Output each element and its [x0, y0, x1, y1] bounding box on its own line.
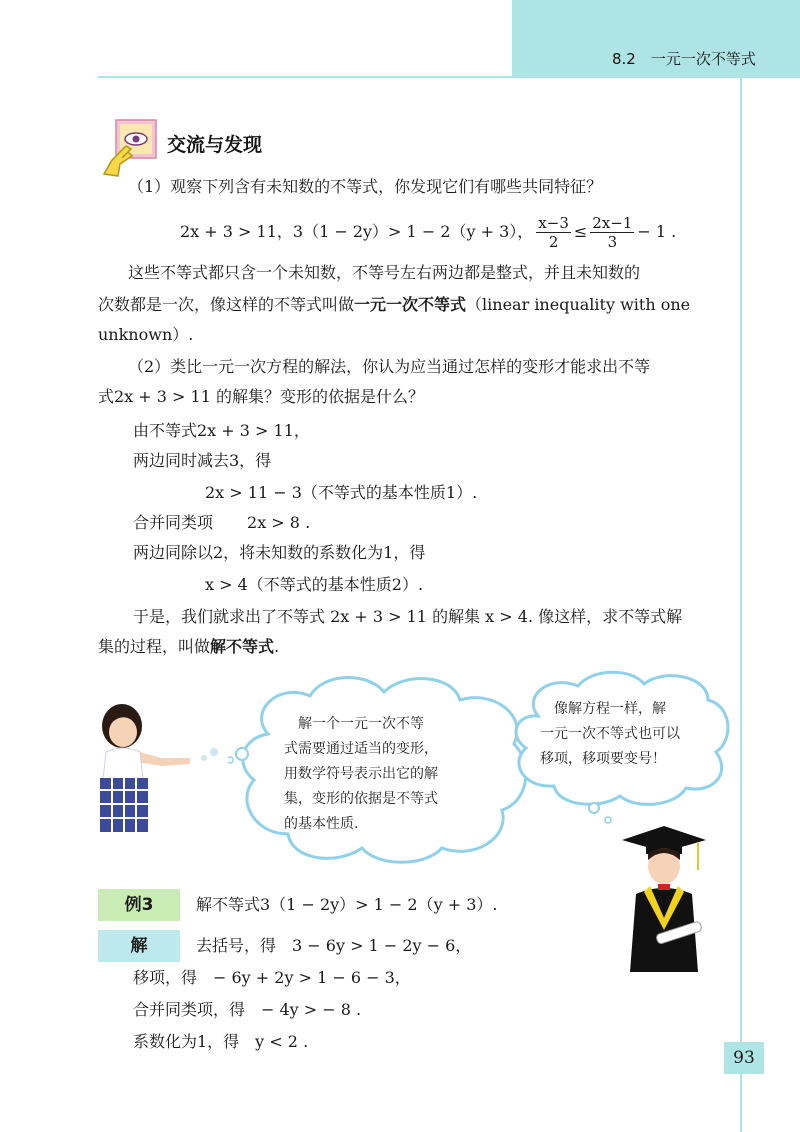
right-bubble-text — [540, 697, 680, 772]
section-title: 交流与发现 — [167, 134, 263, 156]
fraction-2 — [590, 214, 634, 251]
step-3: 2x > 11 − 3（不等式的基本性质1）. — [205, 483, 478, 502]
left-bubble-text — [284, 712, 438, 837]
conclusion-line-1: 于是，我们就求出了不等式 2x + 3 > 11 的解集 x > 4. 像这样，求不等式解 — [133, 607, 683, 626]
definition-line-2 — [98, 294, 690, 316]
question-2-line-2: 式2x + 3 > 11 的解集？变形的依据是什么？ — [98, 387, 424, 406]
conclusion-line-2 — [98, 636, 279, 658]
right-bubble-line: 移项，移项要变号！ — [540, 751, 666, 767]
left-bubble-line: 解一个一元一次不等 — [284, 716, 424, 732]
conclusion-text: 集的过程，叫做 — [98, 637, 211, 656]
formula-part-a: 2x + 3 > 11，3（1 − 2y）> 1 − 2（y + 3）， — [180, 222, 534, 241]
left-bubble-line: 式需要通过适当的变形， — [284, 741, 438, 757]
step-4 — [133, 512, 310, 534]
right-bubble-line: 一元一次不等式也可以 — [540, 726, 680, 742]
solution-step-3: 合并同类项，得 − 4y > − 8 . — [133, 1000, 362, 1019]
header-rule — [98, 76, 800, 78]
definition-line-1: 这些不等式都只含一个未知数，不等号左右两边都是整式，并且未知数的 — [128, 263, 641, 282]
step-5: 两边同除以2，将未知数的系数化为1，得 — [133, 543, 426, 562]
fraction-1 — [536, 214, 571, 251]
left-bubble-line: 用数学符号表示出它的解 — [284, 766, 438, 782]
definition-line-3: unknown）. — [98, 325, 194, 344]
solution-step-4: 系数化为1，得 y < 2 . — [133, 1032, 309, 1051]
right-bubble-line: 像解方程一样，解 — [540, 701, 666, 717]
conclusion-period: . — [274, 637, 280, 656]
definition-text: 次数都是一次，像这样的不等式叫做 — [98, 295, 355, 314]
step-4-label: 合并同类项 — [133, 513, 214, 532]
question-1: （1）观察下列含有未知数的不等式，你发现它们有哪些共同特征？ — [128, 177, 603, 196]
fraction-2-numerator: 2x−1 — [592, 214, 633, 232]
definition-english: （linear inequality with one — [466, 295, 691, 314]
conclusion-term: 解不等式 — [210, 637, 275, 656]
formula-tail: − 1 . — [637, 222, 677, 241]
solution-label: 解 — [98, 930, 180, 962]
step-4-result: 2x > 8 . — [247, 513, 311, 532]
left-bubble-line: 的基本性质. — [284, 816, 359, 832]
step-2: 两边同时减去3，得 — [133, 451, 272, 470]
discussion-icon — [98, 116, 164, 182]
graduate-child-illustration — [614, 822, 718, 972]
step-6: x > 4（不等式的基本性质2）. — [205, 575, 424, 594]
example-label: 例3 — [98, 889, 180, 921]
fraction-1-denominator: 2 — [548, 233, 559, 251]
step-1: 由不等式2x + 3 > 11， — [133, 421, 310, 440]
example-inequalities — [180, 214, 676, 251]
girl-illustration — [92, 700, 222, 835]
solution-step-1: 去括号，得 3 − 6y > 1 − 2y − 6， — [196, 936, 472, 955]
question-2-line-1: （2）类比一元一次方程的解法，你认为应当通过怎样的变形才能求出不等 — [128, 357, 651, 376]
left-bubble-line: 集，变形的依据是不等式 — [284, 791, 438, 807]
margin-rule — [740, 76, 742, 1132]
fraction-1-numerator: x−3 — [538, 214, 569, 232]
example-problem: 解不等式3（1 − 2y）> 1 − 2（y + 3）. — [196, 895, 498, 914]
page-number: 93 — [724, 1042, 764, 1074]
solution-step-2: 移项，得 − 6y + 2y > 1 − 6 − 3， — [133, 968, 411, 987]
fraction-2-denominator: 3 — [607, 233, 618, 251]
defined-term: 一元一次不等式 — [354, 295, 467, 314]
chapter-title: 8.2 一元一次不等式 — [612, 50, 756, 68]
le-sign: ≤ — [573, 222, 588, 241]
